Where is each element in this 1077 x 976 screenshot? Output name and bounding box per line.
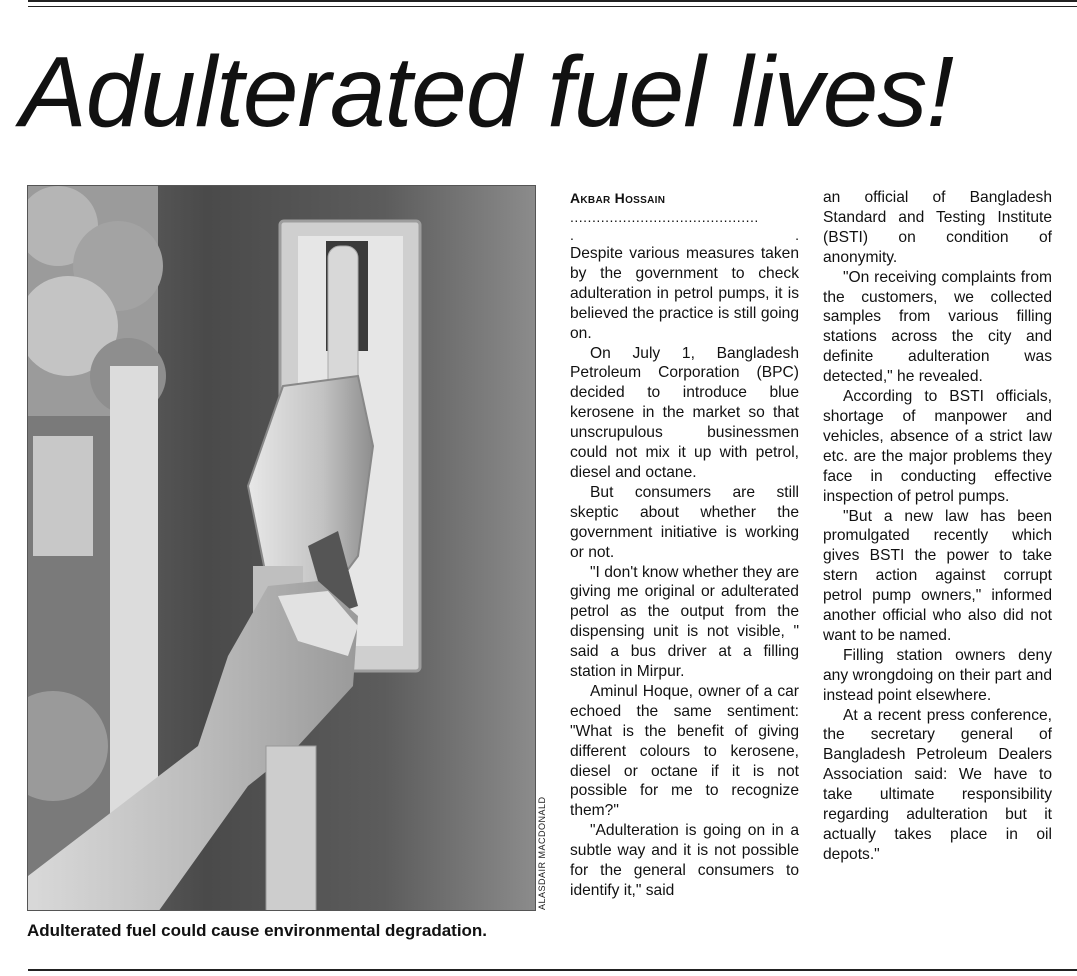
paragraph: "But a new law has been promulgated recently which gives BSTI the power to take stern action against corrupt petrol pump owners," informed another official who also did not want to be named. [823, 507, 1052, 644]
byline-divider: ........................................... [570, 209, 759, 225]
paragraph: "I don't know whether they are giving me original or adulterated petrol as the output from the dispensing unit is not visible, " said a bus driver at a filling station in Mirpur. [570, 563, 799, 681]
paragraph: Despite various measures taken by the government to check adulteration in petrol pumps, it is believed the practice is still going on. [570, 245, 799, 342]
top-rule-thin [28, 6, 1077, 7]
byline-divider-dots [570, 226, 799, 244]
paragraph: But consumers are still skeptic about whether the government initiative is working or not. [570, 483, 799, 561]
article-column-1 [570, 188, 799, 901]
paragraph: an official of Bangladesh Standard and Testing Institute (BSTI) on condition of anonymity. [823, 189, 1052, 266]
paragraph: Aminul Hoque, owner of a car echoed the same sentiment: "What is the benefit of giving different colours to kerosene, diesel or octane if it is not possible for me to recognize them?" [570, 682, 799, 820]
photo-credit: ALASDAIR MACDONALD [537, 796, 547, 910]
photo-caption: Adulterated fuel could cause environmental degradation. [27, 921, 488, 940]
fuel-nozzle-photo [27, 185, 536, 911]
paragraph: "On receiving complaints from the customers, we collected samples from various filling stations across the city and definite adulteration was detected," he revealed. [823, 268, 1052, 386]
top-rule [28, 0, 1077, 2]
bottom-rule [28, 969, 1077, 971]
headline: Adulterated fuel lives! [20, 36, 954, 148]
paragraph: "Adulteration is going on in a subtle way and it is not possible for the general consumers to identify it," said [570, 822, 799, 899]
paragraph: Filling station owners deny any wrongdoing on their part and instead point elsewhere. [823, 646, 1052, 704]
article-column-2 [823, 188, 1052, 865]
divider-dot-right: . [795, 227, 799, 243]
paragraph: At a recent press conference, the secretary general of Bangladesh Petroleum Dealers Association said: We have to take ultimate responsibility regarding adulteration but it actually takes place in oil depots." [823, 706, 1052, 863]
byline: Akbar Hossain [570, 190, 666, 206]
divider-dot-left: . [570, 227, 574, 243]
paragraph: On July 1, Bangladesh Petroleum Corporation (BPC) decided to introduce blue kerosene in the market so that unscrupulous businessmen could not mix it up with petrol, diesel and octane. [570, 344, 799, 481]
paragraph: According to BSTI officials, shortage of manpower and vehicles, absence of a strict law etc. are the major problems they face in conducting effective inspection of petrol pumps. [823, 388, 1052, 505]
